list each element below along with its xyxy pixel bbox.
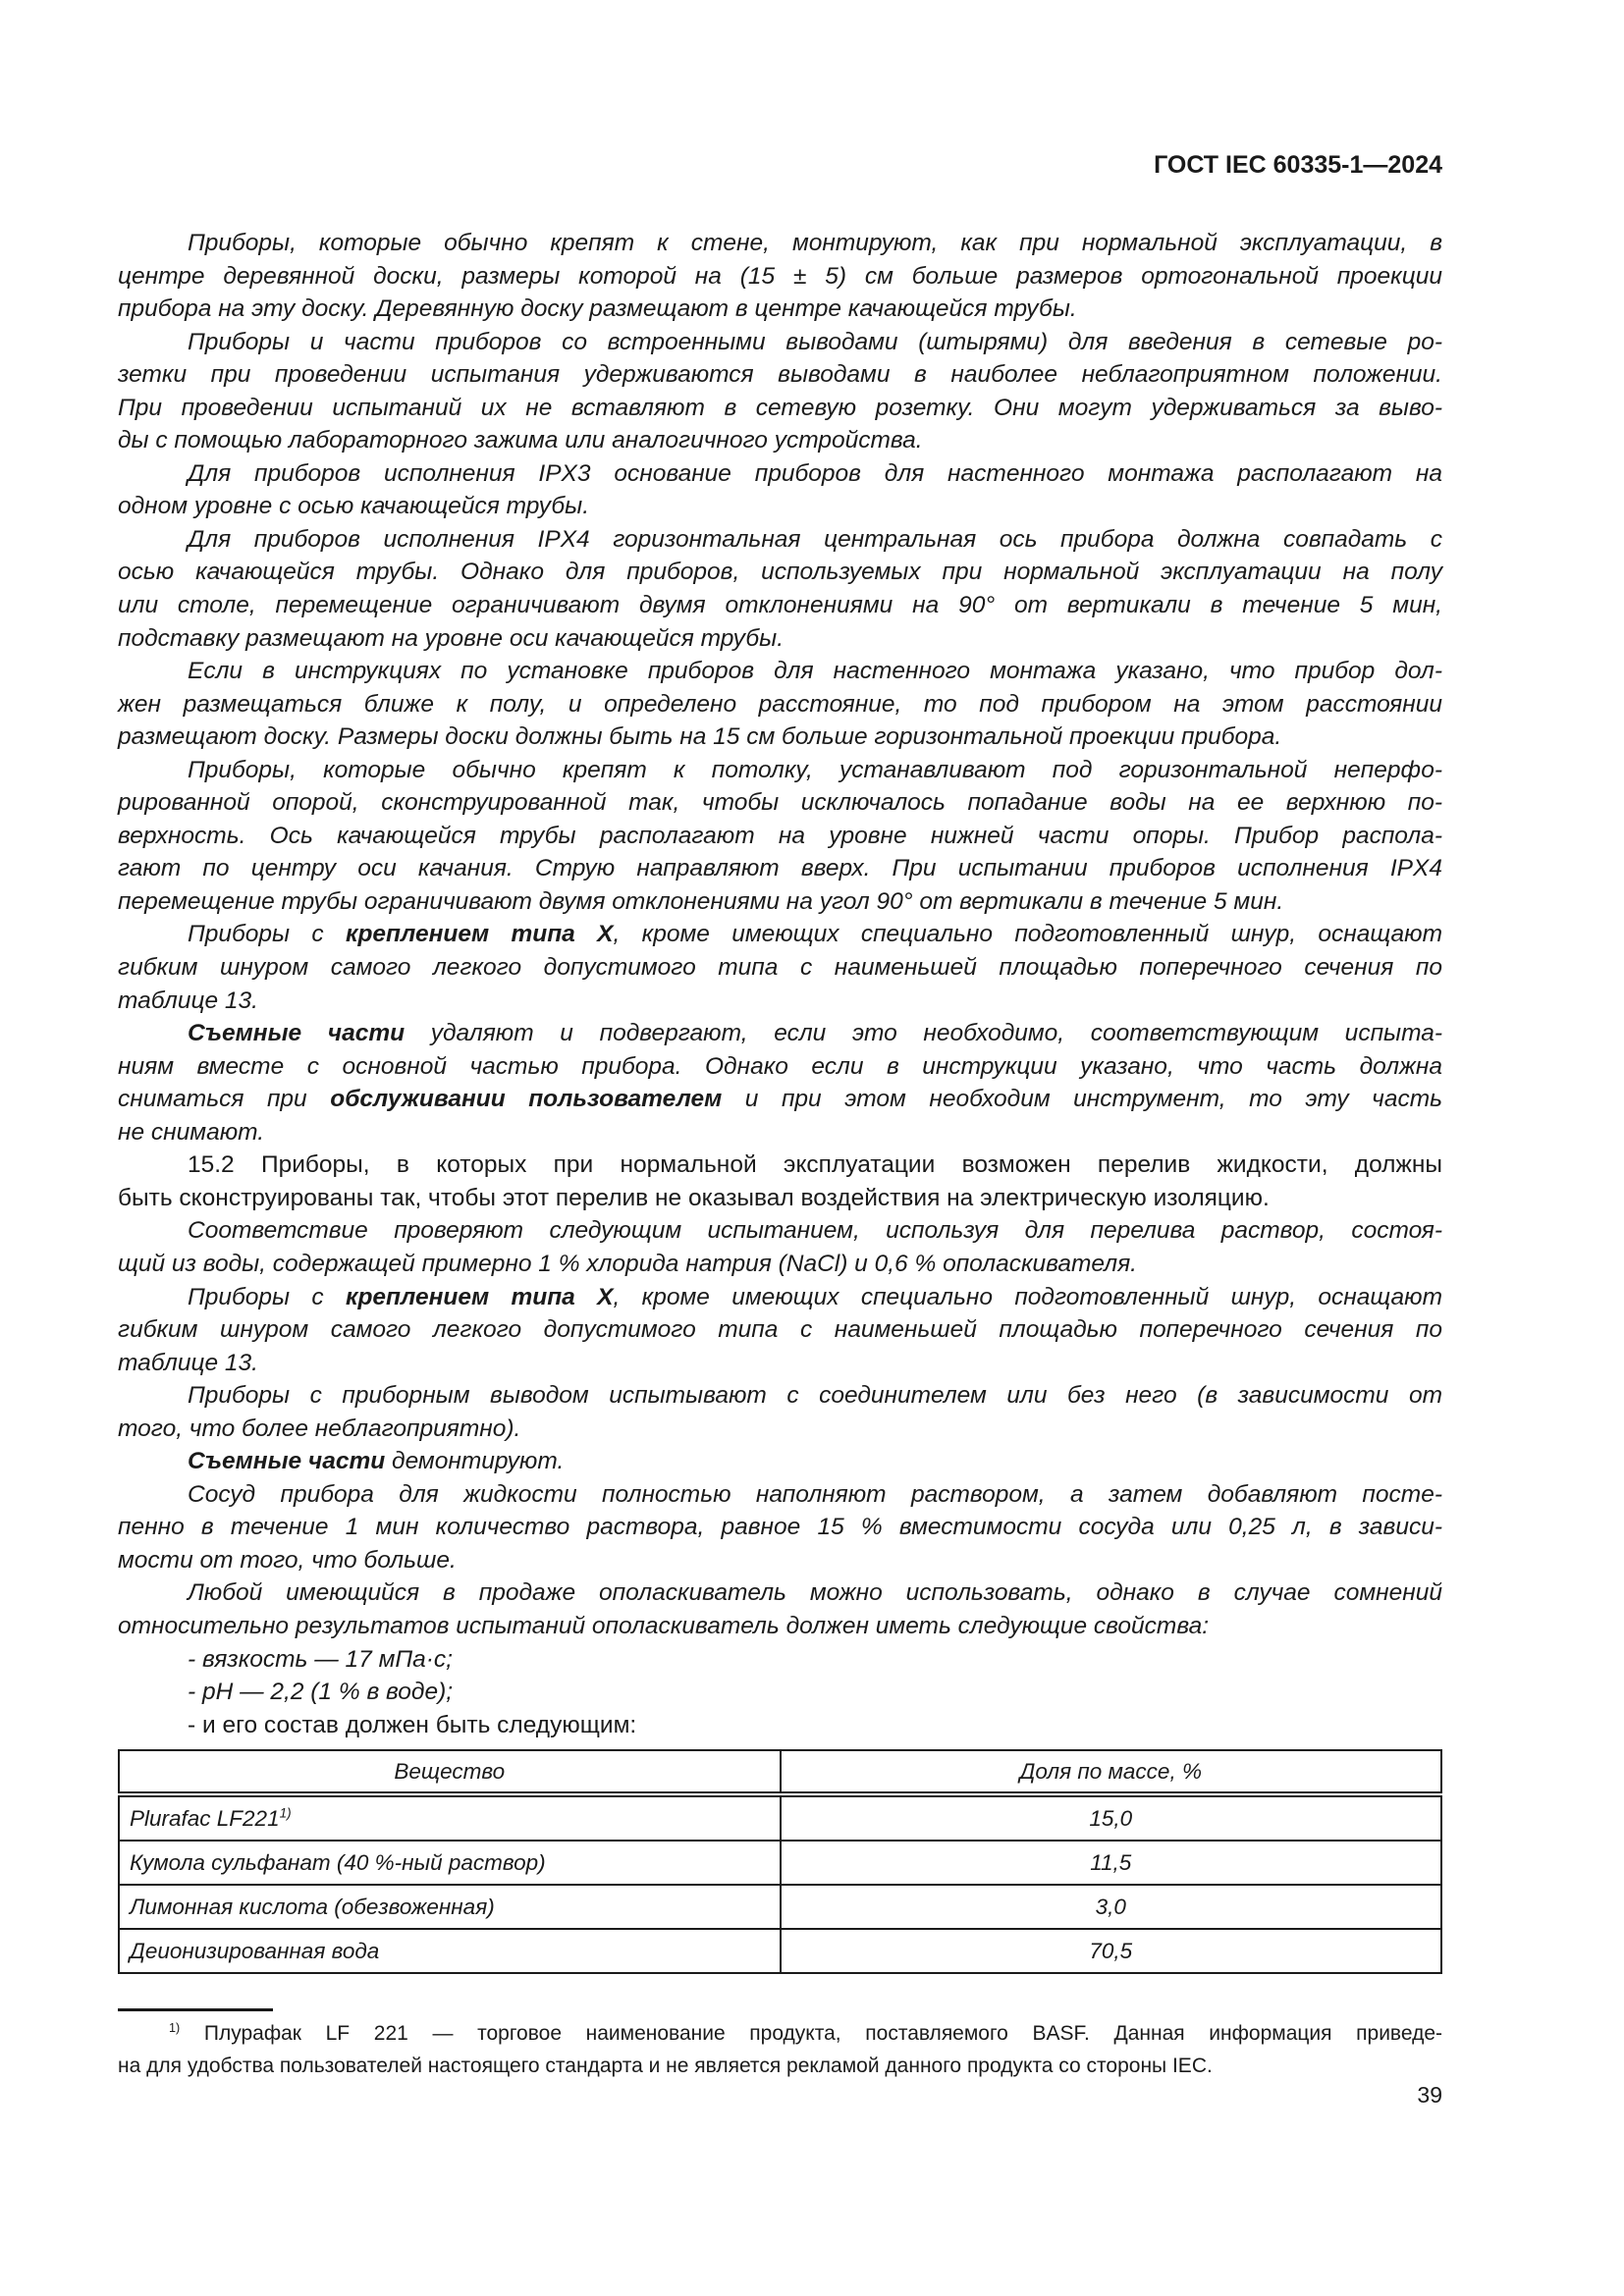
- text-line: При проведении испытаний их не вставляют в сетевую розетку. Они могут удерживаться за выво-: [118, 394, 1442, 421]
- text-line: Приборы с приборным выводом испытывают с соединителем или без него (в зависимости от: [188, 1382, 1442, 1410]
- text-line: ниям вместе с основной частью прибора. Однако если в инструкции указано, что часть должна: [118, 1052, 1442, 1080]
- table-row: [119, 1929, 1441, 1973]
- text-line: [118, 1281, 1442, 1314]
- defined-term: обслуживании пользователем: [330, 1086, 723, 1113]
- text-line: того, что более неблагоприятно).: [118, 1415, 521, 1442]
- text-line: Любой имеющийся в продаже ополаскиватель можно использовать, однако в случае сомнений: [188, 1579, 1442, 1607]
- defined-term: креплением типа X: [346, 921, 614, 948]
- paragraph: [118, 754, 1442, 919]
- text-line: размещают доску. Размеры доски должны быть на 15 см больше горизонтальной проекции прибора.: [118, 723, 1282, 751]
- text-line: [118, 918, 1442, 951]
- paragraph: [118, 1379, 1442, 1445]
- footnote-marker: 1): [169, 2021, 181, 2035]
- table-row: [119, 1794, 1441, 1841]
- paragraph: [118, 227, 1442, 326]
- substance-name: Деионизированная вода: [130, 1938, 380, 1963]
- footnote-line: [118, 2017, 1442, 2050]
- paragraph: [118, 1478, 1442, 1577]
- defined-term: Съемные части: [188, 1448, 386, 1475]
- footnote-divider: [118, 2008, 273, 2011]
- text-line: таблице 13.: [118, 1349, 258, 1376]
- substance-name: Plurafac LF221: [130, 1805, 280, 1831]
- substance-cell: [119, 1929, 781, 1973]
- text-segment: удаляют и подвергают, если это необходимо, соответствующим испыта-: [405, 1020, 1442, 1047]
- text-line: перемещение трубы ограничивают двумя отклонениями на угол 90° от вертикали в течение 5 мин.: [118, 887, 1284, 915]
- paragraph: [118, 1445, 1442, 1478]
- mass-share-cell: 15,0: [781, 1794, 1442, 1841]
- text-line: ды с помощью лабораторного зажима или аналогичного устройства.: [118, 427, 923, 454]
- paragraph: [118, 457, 1442, 523]
- paragraph: [118, 1017, 1442, 1148]
- substance-name: Лимонная кислота (обезвоженная): [130, 1894, 495, 1919]
- paragraph: [118, 1148, 1442, 1214]
- text-segment: , кроме имеющих специально подготовленный шнур, оснащают: [613, 921, 1442, 948]
- text-line: таблице 13.: [118, 987, 258, 1014]
- text-line: Для приборов исполнения IPX4 горизонтальная центральная ось прибора должна совпадать с: [188, 525, 1442, 553]
- text-segment: демонтируют.: [385, 1448, 565, 1475]
- paragraph: [118, 1576, 1442, 1642]
- page-number: 39: [1417, 2082, 1442, 2108]
- text-line: мости от того, что больше.: [118, 1546, 457, 1574]
- defined-term: Съемные части: [188, 1020, 406, 1047]
- substance-cell: [119, 1885, 781, 1929]
- text-line: Приборы и части приборов со встроенными выводами (штырями) для введения в сетевые ро-: [188, 328, 1442, 355]
- document-code-header: ГОСТ IEC 60335-1—2024: [1154, 151, 1442, 179]
- mass-share-cell: 3,0: [781, 1885, 1442, 1929]
- column-header-substance: Вещество: [119, 1750, 781, 1794]
- paragraph: [118, 1676, 1442, 1709]
- text-line: или столе, перемещение ограничивают двумя отклонениями на 90° от вертикали в течение 5 мин,: [118, 592, 1442, 619]
- text-line: гибким шнуром самого легкого допустимого типа с наименьшей площадью поперечного сечения по: [118, 1316, 1442, 1344]
- footnote-text: на для удобства пользователей настоящего стандарта и не является рекламой данного продукта со стороны IEC.: [118, 2055, 1213, 2077]
- text-segment: и при этом необходим инструмент, то эту часть: [722, 1086, 1442, 1113]
- paragraph: [118, 655, 1442, 754]
- paragraph: [118, 326, 1442, 457]
- text-line: верхность. Ось качающейся трубы располагают на уровне нижней части опоры. Прибор распола-: [118, 822, 1442, 849]
- text-line: Для приборов исполнения IPX3 основание приборов для настенного монтажа располагают на: [188, 459, 1442, 487]
- text-line: пенно в течение 1 мин количество раствора, равное 15 % вместимости сосуда или 0,25 л, в зависи-: [118, 1514, 1442, 1541]
- text-line: щий из воды, содержащей примерно 1 % хлорида натрия (NaCl) и 0,6 % ополаскивателя.: [118, 1250, 1137, 1277]
- table-header-row: [119, 1750, 1441, 1794]
- text-segment: сниматься при: [118, 1086, 331, 1113]
- footnote-line: [118, 2050, 1442, 2082]
- substance-name: Кумола сульфанат (40 %-ный раствор): [130, 1849, 546, 1875]
- text-line: зетки при проведении испытания удерживаются выводами в наиболее неблагоприятном положении.: [118, 361, 1442, 389]
- table-row: [119, 1841, 1441, 1885]
- text-line: относительно результатов испытаний ополаскиватель должен иметь следующие свойства:: [118, 1612, 1210, 1639]
- column-header-mass-share: Доля по массе, %: [781, 1750, 1442, 1794]
- paragraph: [118, 1281, 1442, 1380]
- text-line: гают по центру оси качания. Струю направляют вверх. При испытании приборов исполнения IPX4: [118, 855, 1442, 882]
- paragraph: [118, 1709, 1442, 1742]
- text-segment: Приборы с: [188, 921, 347, 948]
- text-line: - и его состав должен быть следующим:: [188, 1711, 637, 1738]
- substance-cell: [119, 1794, 781, 1841]
- footnote: [118, 2017, 1442, 2082]
- text-line: - вязкость — 17 мПа·с;: [188, 1645, 453, 1673]
- text-line: рированной опорой, сконструированной так, чтобы исключалось попадание воды на ее верхнюю по-: [118, 789, 1442, 817]
- composition-table: [118, 1749, 1442, 1974]
- text-segment: , кроме имеющих специально подготовленный шнур, оснащают: [613, 1283, 1442, 1310]
- footnote-text: Плурафак LF 221 — торговое наименование продукта, поставляемого BASF. Данная информация приведе-: [203, 2022, 1442, 2045]
- text-line: гибким шнуром самого легкого допустимого типа с наименьшей площадью поперечного сечения по: [118, 954, 1442, 982]
- document-body: [118, 227, 1442, 1741]
- paragraph: [118, 1214, 1442, 1280]
- substance-cell: [119, 1841, 781, 1885]
- text-line: Приборы, которые обычно крепят к потолку, устанавливают под горизонтальной неперфо-: [188, 756, 1442, 783]
- text-line: Сосуд прибора для жидкости полностью наполняют раствором, а затем добавляют посте-: [188, 1480, 1442, 1508]
- defined-term: креплением типа X: [346, 1283, 614, 1310]
- paragraph: [118, 523, 1442, 655]
- text-line: [118, 1017, 1442, 1050]
- text-segment: Приборы с: [188, 1283, 347, 1310]
- paragraph: [118, 1643, 1442, 1677]
- text-line: подставку размещают на уровне оси качающейся трубы.: [118, 624, 785, 652]
- text-line: - pH — 2,2 (1 % в воде);: [188, 1679, 454, 1706]
- text-line: одном уровне с осью качающейся трубы.: [118, 493, 590, 520]
- table-row: [119, 1885, 1441, 1929]
- text-line: Приборы, которые обычно крепят к стене, монтируют, как при нормальной эксплуатации, в: [188, 230, 1442, 256]
- footnote-reference: 1): [279, 1805, 292, 1820]
- text-line: Соответствие проверяют следующим испытанием, используя для перелива раствор, состоя-: [188, 1217, 1442, 1245]
- text-line: центре деревянной доски, размеры которой на (15 ± 5) см больше размеров ортогональной проекции: [118, 262, 1442, 290]
- text-line: быть сконструированы так, чтобы этот перелив не оказывал воздействия на электрическую изоляцию.: [118, 1184, 1270, 1211]
- paragraph: [118, 918, 1442, 1017]
- text-line: [118, 1445, 1442, 1478]
- text-line: Если в инструкциях по установке приборов для настенного монтажа указано, что прибор дол-: [188, 658, 1442, 685]
- text-line: прибора на эту доску. Деревянную доску размещают в центре качающейся трубы.: [118, 295, 1077, 323]
- text-line: жен размещаться ближе к полу, и определено расстояние, то под прибором на этом расстоянии: [118, 690, 1442, 718]
- mass-share-cell: 11,5: [781, 1841, 1442, 1885]
- text-line: осью качающейся трубы. Однако для приборов, используемых при нормальной эксплуатации на полу: [118, 559, 1442, 586]
- text-line: 15.2 Приборы, в которых при нормальной эксплуатации возможен перелив жидкости, должны: [188, 1151, 1442, 1179]
- mass-share-cell: 70,5: [781, 1929, 1442, 1973]
- text-line: не снимают.: [118, 1118, 265, 1146]
- text-line: [118, 1083, 1442, 1116]
